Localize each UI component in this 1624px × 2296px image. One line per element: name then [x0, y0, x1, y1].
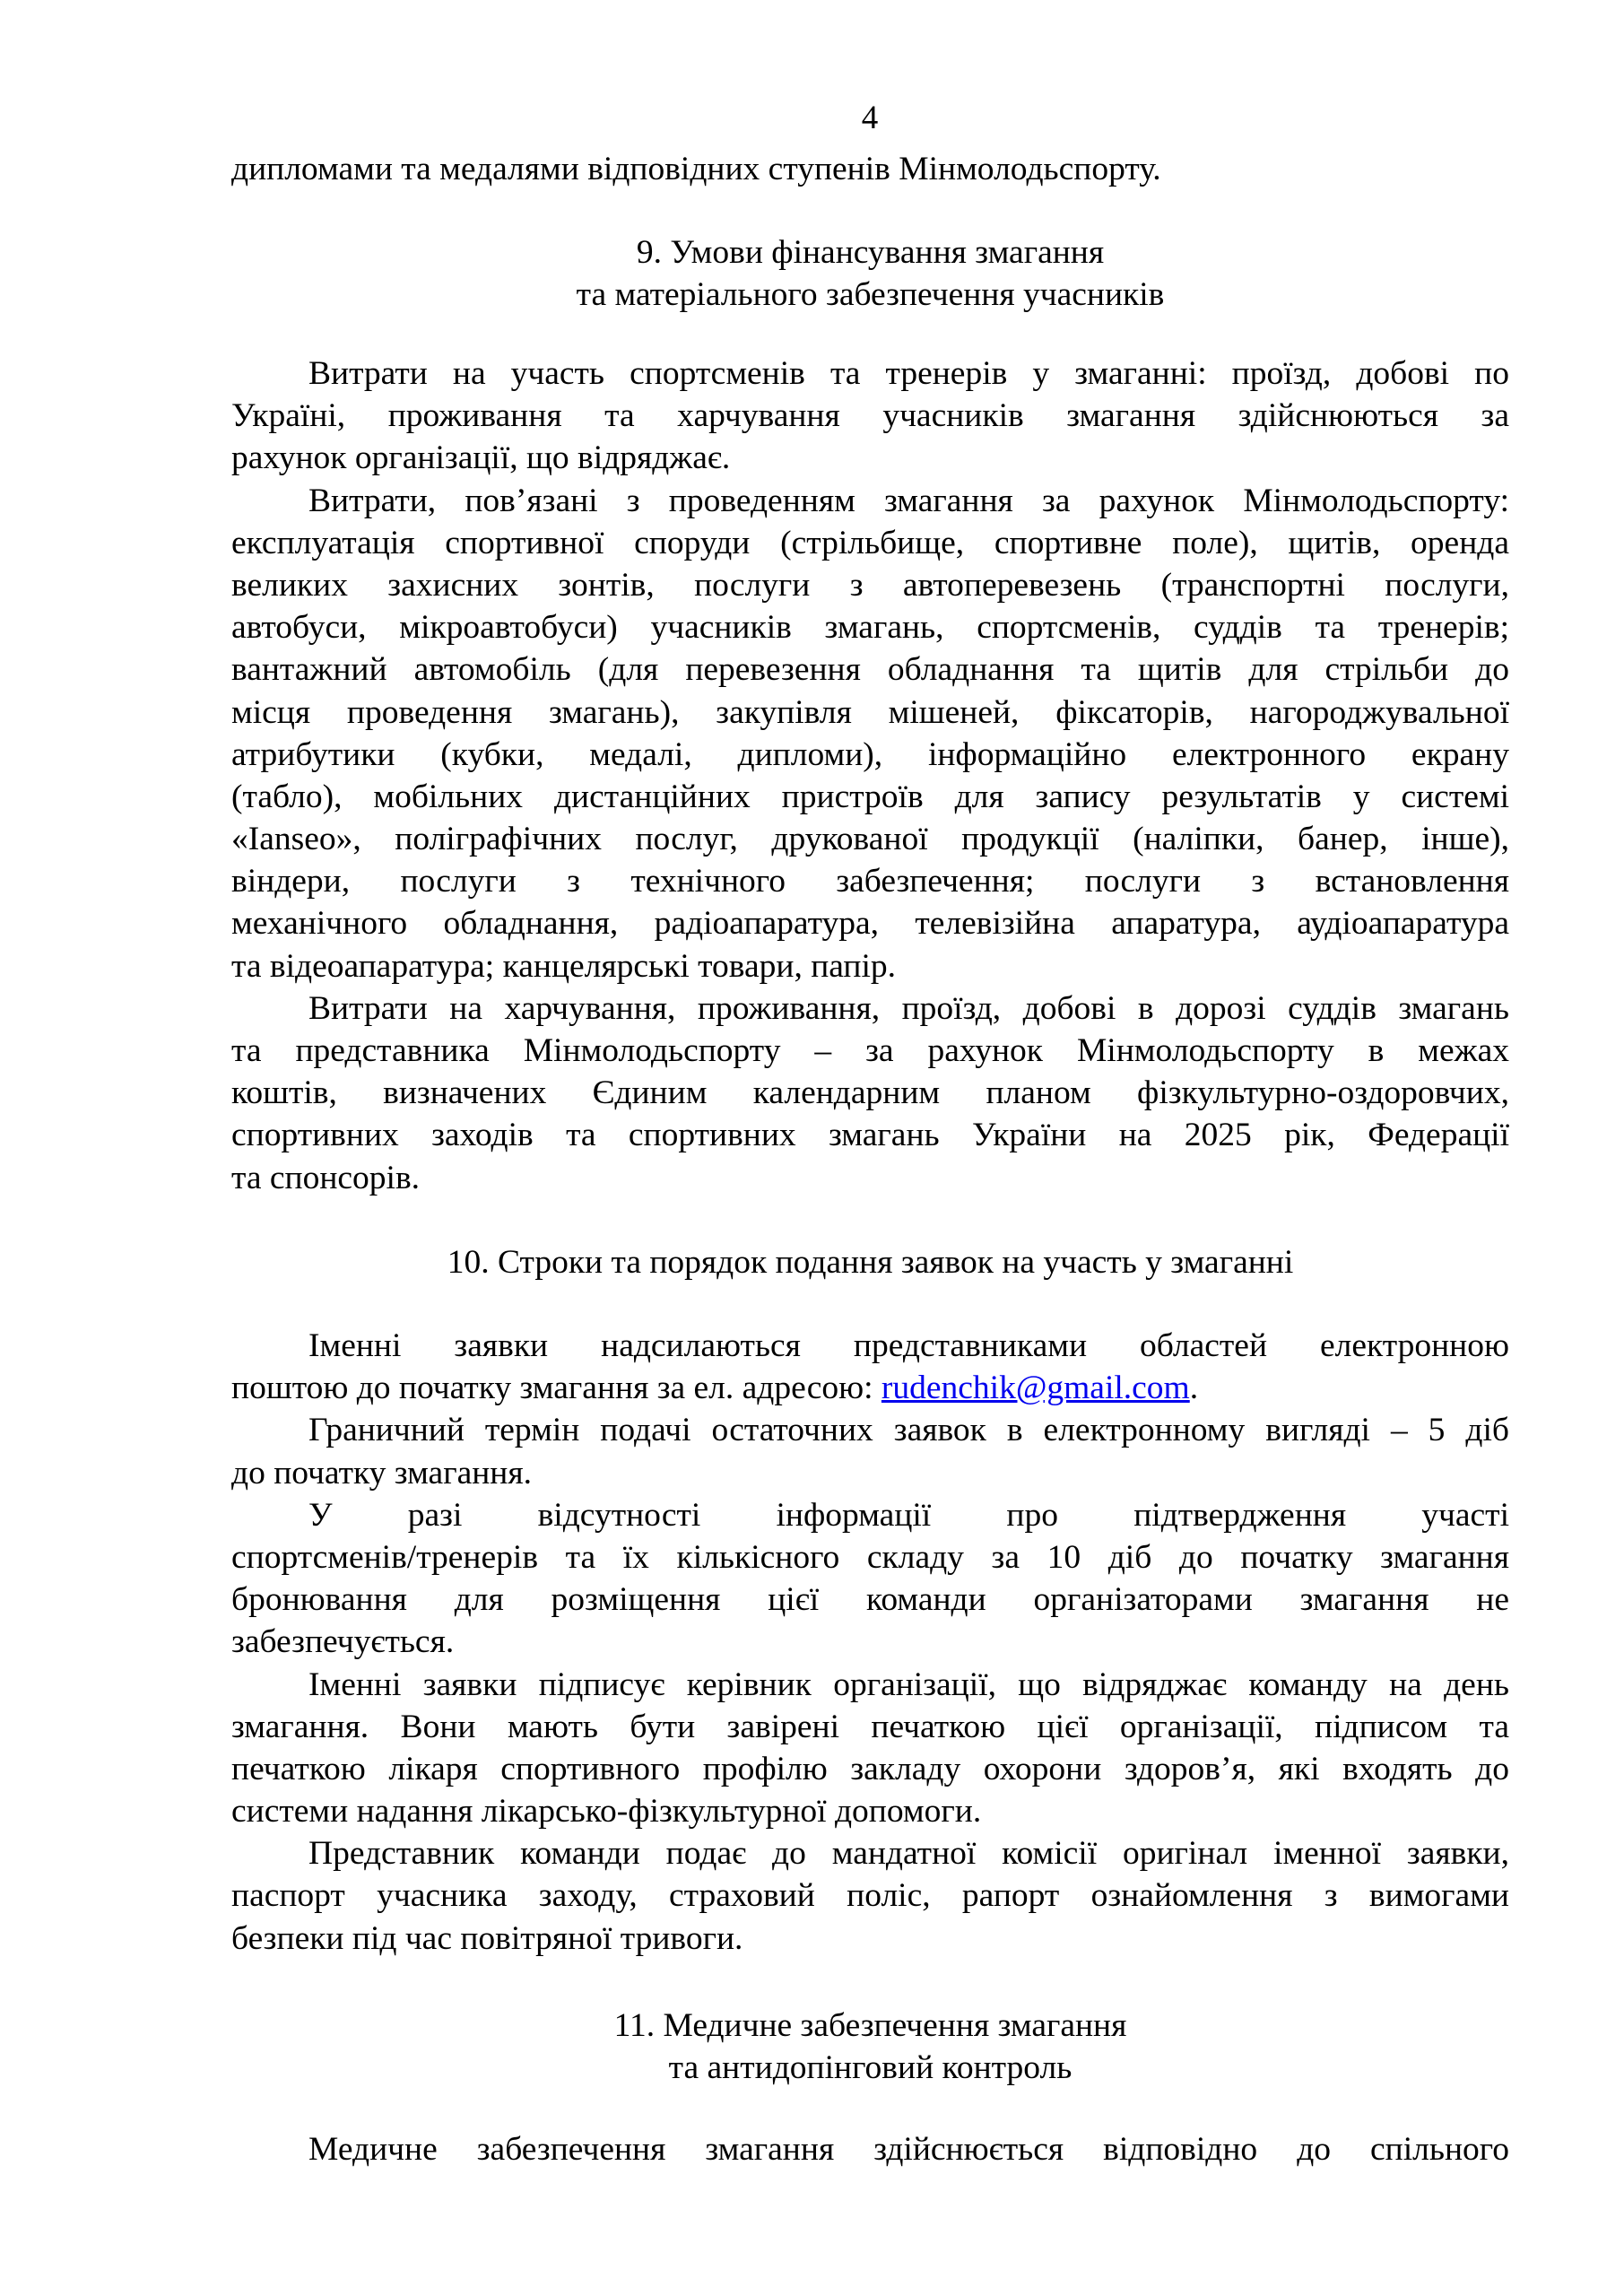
text-line: «Ianseo», поліграфічних послуг, друкованої продукції (наліпки, банер, інше),	[231, 821, 1509, 858]
text-line: безпеки під час повітряної тривоги.	[231, 1919, 743, 1957]
section-10-body	[231, 1325, 1509, 1960]
text-line: та відеоапаратура; канцелярські товари, папір.	[231, 947, 897, 985]
paragraph	[231, 987, 1509, 1199]
section-10-heading-text: 10. Строки та порядок подання заявок на участь у змаганні	[447, 1244, 1294, 1281]
text-line: Представник команди подає до мандатної комісії оригінал іменної заявки,	[308, 1835, 1509, 1873]
text-line: змагання. Вони мають бути завірені печаткою цієї організації, підписом та	[231, 1708, 1509, 1745]
section-9-body	[231, 352, 1509, 1199]
text-line: системи надання лікарсько-фізкультурної допомоги.	[231, 1793, 982, 1831]
text-line: паспорт учасника заходу, страховий поліс, рапорт ознайомлення з вимогами	[231, 1877, 1509, 1915]
text-line: місця проведення змагань), закупівля мішеней, фіксаторів, нагороджувальної	[231, 693, 1509, 731]
text-line: Граничний термін подачі остаточних заявок в електронному вигляді – 5 діб	[308, 1412, 1509, 1449]
section-9-heading-line-1: 9. Умови фінансування змагання	[636, 234, 1105, 271]
paragraph	[231, 352, 1509, 480]
text-line: до початку змагання.	[231, 1454, 532, 1492]
email-suffix: .	[1189, 1370, 1199, 1407]
text-line: атрибутики (кубки, медалі, дипломи), інформаційно електронного екрану	[231, 735, 1509, 773]
text-line: та представника Мінмолодьспорту – за рахунок Мінмолодьспорту в межах	[231, 1032, 1509, 1069]
text-line: спортсменів/тренерів та їх кількісного складу за 10 діб до початку змагання	[231, 1538, 1509, 1576]
section-11-body	[231, 2128, 1509, 2170]
text-line: Україні, проживання та харчування учасників змагання здійснюються за	[231, 397, 1509, 435]
text-line: Витрати на харчування, проживання, проїзд, добові в дорозі суддів змагань	[308, 989, 1509, 1027]
text-line: спортивних заходів та спортивних змагань України на 2025 рік, Федерації	[231, 1117, 1509, 1154]
text-line: Витрати, пов’язані з проведенням змагання за рахунок Мінмолодьспорту:	[308, 482, 1509, 519]
text-line-with-email	[231, 1367, 1509, 1409]
text-line: Витрати на участь спортсменів та тренерів у змаганні: проїзд, добові по	[308, 355, 1509, 392]
paragraph	[231, 1664, 1509, 1833]
section-11-heading	[231, 2005, 1509, 2089]
text-line: (табло), мобільних дистанційних пристроїв для запису результатів у системі	[231, 778, 1509, 815]
text-line: дипломами та медалями відповідних ступенів Мінмолодьспорту.	[231, 151, 1161, 187]
section-10-heading	[231, 1241, 1509, 1283]
text-line: печаткою лікаря спортивного профілю закладу охорони здоров’я, які входять до	[231, 1750, 1509, 1787]
email-prefix: поштою до початку змагання за ел. адресою:	[231, 1370, 881, 1407]
text-line: Іменні заявки надсилаються представниками областей електронною	[308, 1327, 1509, 1364]
paragraph	[231, 1409, 1509, 1493]
text-line: великих захисних зонтів, послуги з автоперевезень (транспортні послуги,	[231, 566, 1509, 604]
text-line: рахунок організації, що відряджає.	[231, 439, 731, 477]
email-link[interactable]: rudenchik@gmail.com	[881, 1370, 1190, 1407]
text-line: автобуси, мікроавтобуси) учасників змагань, спортсменів, суддів та тренерів;	[231, 609, 1509, 647]
intro-text	[231, 148, 1509, 190]
text-line: вантажний автомобіль (для перевезення обладнання та щитів для стрільби до	[231, 651, 1509, 689]
section-9-heading-line-2: та матеріального забезпечення учасників	[576, 276, 1165, 314]
paragraph	[231, 1494, 1509, 1664]
text-line: коштів, визначених Єдиним календарним планом фізкультурно-оздоровчих,	[231, 1074, 1509, 1112]
paragraph	[231, 1832, 1509, 1960]
text-line: Іменні заявки підписує керівник організації, що відряджає команду на день	[308, 1665, 1509, 1703]
text-line: У разі відсутності інформації про підтвердження участі	[308, 1496, 1509, 1534]
text-line: Медичне забезпечення змагання здійснюється відповідно до спільного	[308, 2131, 1509, 2168]
text-line: експлуатація спортивної споруди (стрільбище, спортивне поле), щитів, оренда	[231, 524, 1509, 561]
text-line: механічного обладнання, радіоапаратура, телевізійна апаратура, аудіоапаратура	[231, 905, 1509, 943]
text-line: бронювання для розміщення цієї команди організаторами змагання не	[231, 1581, 1509, 1619]
section-11-heading-line-2: та антидопінговий контроль	[668, 2049, 1073, 2087]
paragraph	[231, 480, 1509, 987]
section-11-heading-line-1: 11. Медичне забезпечення змагання	[613, 2007, 1127, 2044]
page-number: 4	[861, 100, 879, 136]
text-line: забезпечується.	[231, 1623, 455, 1661]
text-line: та спонсорів.	[231, 1159, 421, 1196]
text-line: віндери, послуги з технічного забезпечення; послуги з встановлення	[231, 863, 1509, 900]
section-9-heading	[231, 231, 1509, 316]
